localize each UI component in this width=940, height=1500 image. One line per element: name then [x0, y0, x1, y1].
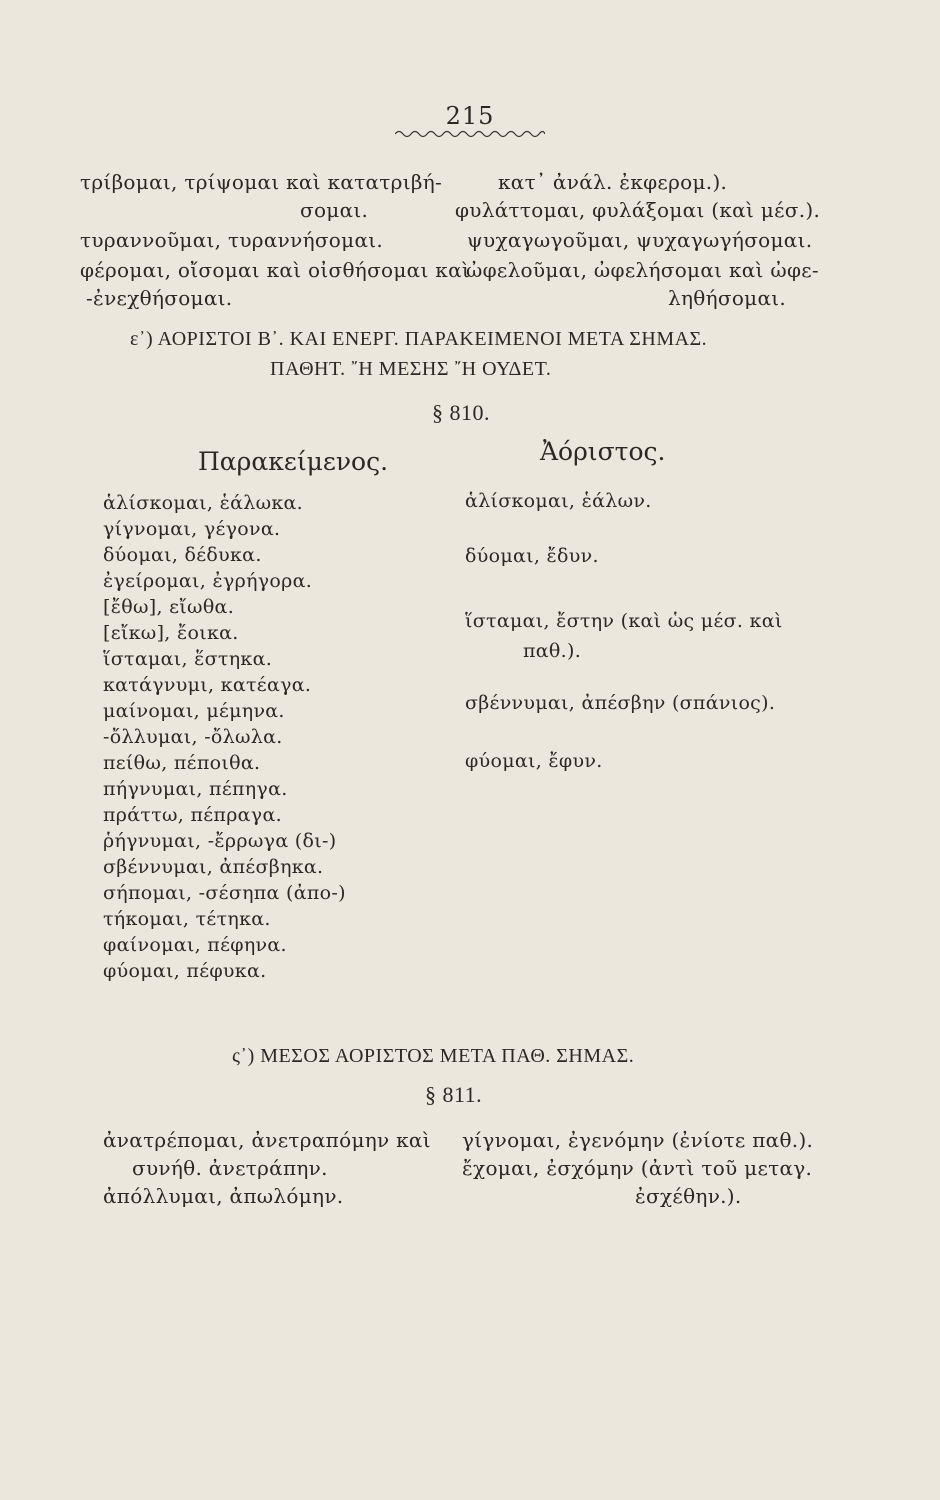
aorist-item-3: ἵσταμαι, ἔστην (καὶ ὡς μέσ. καὶ — [465, 610, 783, 632]
list-item: μαίνομαι, μέμηνα. — [103, 700, 285, 722]
list-item: [ἔθω], εἴωθα. — [103, 596, 235, 618]
list-item: φύομαι, πέφυκα. — [103, 960, 267, 982]
bottom-left-line-2: συνήθ. ἀνετράπην. — [132, 1156, 328, 1180]
top-right-line-5: ληθήσομαι. — [668, 286, 787, 310]
top-left-line-2: σομαι. — [300, 198, 369, 222]
list-item: [εἴκω], ἔοικα. — [103, 622, 239, 644]
heading-st: ς᾽) ΜΕΣΟΣ ΑΟΡΙΣΤΟΣ ΜΕΤΑ ΠΑΘ. ΣΗΜΑΣ. — [232, 1045, 635, 1067]
list-item: σήπομαι, -σέσηπα (ἀπο-) — [103, 882, 346, 904]
list-item: φαίνομαι, πέφηνα. — [103, 934, 287, 956]
list-item: πράττω, πέπραγα. — [103, 804, 282, 826]
section-811: § 811. — [425, 1082, 483, 1107]
list-item: τήκομαι, τέτηκα. — [103, 908, 271, 930]
heading-e-line-2: ΠΑΘΗΤ. ῎Η ΜΕΣΗΣ ῎Η ΟΥΔΕΤ. — [270, 358, 552, 380]
list-item: πείθω, πέποιθα. — [103, 752, 261, 774]
top-right-line-2: φυλάττομαι, φυλάξομαι (καὶ μέσ.). — [455, 198, 821, 222]
top-left-line-1: τρίβομαι, τρίψομαι καὶ κατατριβή- — [80, 170, 443, 194]
list-item: -ὄλλυμαι, -ὄλωλα. — [103, 726, 283, 748]
bottom-right-line-2: ἔχομαι, ἐσχόμην (ἀντὶ τοῦ μεταγ. — [462, 1156, 813, 1180]
aorist-item-5: φύομαι, ἔφυν. — [465, 750, 603, 772]
top-left-line-5: -ἐνεχθήσομαι. — [86, 286, 233, 310]
list-item: ῥήγνυμαι, -ἔρρωγα (δι-) — [103, 830, 337, 852]
list-item: γίγνομαι, γέγονα. — [103, 518, 281, 540]
list-item: κατάγνυμι, κατέαγα. — [103, 674, 312, 696]
page-number: 215 — [445, 102, 495, 130]
top-right-line-3: ψυχαγωγοῦμαι, ψυχαγωγήσομαι. — [467, 228, 813, 252]
bottom-right-line-1: γίγνομαι, ἐγενόμην (ἐνίοτε παθ.). — [462, 1128, 814, 1152]
column-heading-perfect: Παρακείμενος. — [198, 447, 389, 476]
list-item: ἵσταμαι, ἕστηκα. — [103, 648, 273, 670]
bottom-right-line-3: ἐσχέθην.). — [635, 1184, 742, 1208]
bottom-left-line-1: ἀνατρέπομαι, ἀνετραπόμην καὶ — [103, 1128, 431, 1152]
aorist-item-2: δύομαι, ἔδυν. — [465, 545, 599, 567]
heading-e-line-1: ε᾽) ΑΟΡΙΣΤΟΙ Β᾽. ΚΑΙ ΕΝΕΡΓ. ΠΑΡΑΚΕΙΜΕΝΟΙ ΜΕΤΑ ΣΗΜΑΣ. — [130, 328, 708, 350]
list-item: πήγνυμαι, πέπηγα. — [103, 778, 288, 800]
bottom-left-line-3: ἀπόλλυμαι, ἀπωλόμην. — [103, 1184, 344, 1208]
list-item: ἁλίσκομαι, ἑάλωκα. — [103, 492, 304, 514]
ornament-rule — [395, 128, 545, 140]
top-left-line-4: φέρομαι, οἴσομαι καὶ οἰσθήσομαι καὶ — [80, 258, 471, 282]
top-right-line-1: κατ᾽ ἀνάλ. ἐκφερομ.). — [498, 170, 728, 194]
aorist-item-1: ἁλίσκομαι, ἑάλων. — [465, 490, 652, 512]
top-right-line-4: ὠφελοῦμαι, ὠφελήσομαι καὶ ὠφε- — [466, 258, 819, 282]
list-item: σβέννυμαι, ἀπέσβηκα. — [103, 856, 324, 878]
column-heading-aorist: Ἀόριστος. — [540, 437, 666, 466]
top-left-line-3: τυραννοῦμαι, τυραννήσομαι. — [80, 228, 384, 252]
list-item: ἐγείρομαι, ἐγρήγορα. — [103, 570, 313, 592]
aorist-item-4: σβέννυμαι, ἀπέσβην (σπάνιος). — [465, 692, 776, 714]
section-810: § 810. — [432, 400, 490, 425]
list-item: δύομαι, δέδυκα. — [103, 544, 262, 566]
aorist-item-3-cont: παθ.). — [523, 640, 582, 662]
perfect-list — [103, 490, 346, 984]
